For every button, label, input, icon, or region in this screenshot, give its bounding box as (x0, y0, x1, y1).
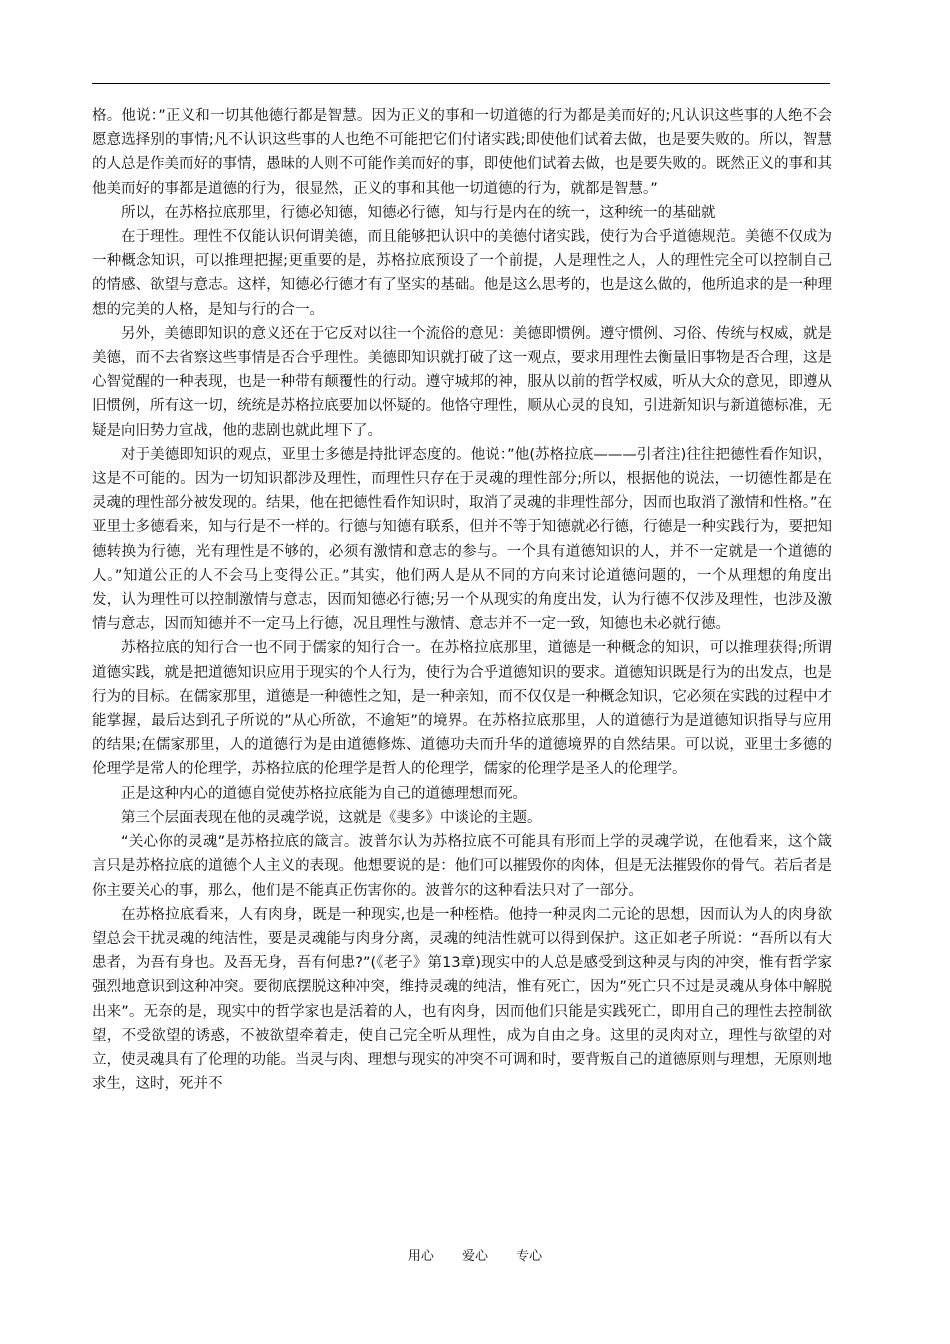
footer-motto: 用心 (407, 1249, 434, 1264)
paragraph: “关心你的灵魂”是苏格拉底的箴言。波普尔认为苏格拉底不可能具有形而上学的灵魂学说，在他看来，这个箴言只是苏格拉底的道德个人主义的表现。他想要说的是：他们可以摧毁你的肉体，但是无法摧毁你的骨气。若后者是你主要关心的事，那么，他们是不能真正伤害你的。波普尔的这种看法只对了一部分。 (92, 834, 832, 899)
paragraph: 对于美德即知识的观点，亚里士多德是持批评态度的。他说：”他(苏格拉底———引者注)往往把德性看作知识，这是不可能的。因为一切知识都涉及理性，而理性只存在于灵魂的理性部分;所以，根据他的说法，一切德性都是在灵魂的理性部分被发现的。结果，他在把德性看作知识时，取消了灵魂的非理性部分，因而也取消了激情和性格。”在亚里士多德看来，知与行是不一样的。行德与知德有联系，但并不等于知德就必行德，行德是一种实践行为，要把知德转换为行德，光有理性是不够的，必须有激情和意志的参与。一个具有道德知识的人，并不一定就是一个道德的人。”知道公正的人不会马上变得公正。”其实，他们两人是从不同的方向来讨论道德问题的，一个从理想的角度出发，认为理性可以控制激情与意志，因而知德必行德;另一个从现实的角度出发，认为行德不仅涉及理性，也涉及激情与意志，因而知德并不一定马上行德，况且理性与激情、意志并不一定一致，知德也未必就行德。 (92, 446, 832, 633)
footer-motto: 爱心 (461, 1249, 488, 1264)
paragraph: 苏格拉底的知行合一也不同于儒家的知行合一。在苏格拉底那里，道德是一种概念的知识，可以推理获得;所谓道德实践，就是把道德知识应用于现实的个人行为，使行为合乎道德知识的要求。道德知识既是行为的出发点，也是行为的目标。在儒家那里，道德是一种德性之知，是一种亲知，而不仅仅是一种概念知识，它必须在实践的过程中才能掌握，最后达到孔子所说的”从心所欲，不逾矩”的境界。在苏格拉底那里，人的道德行为是道德知识指导与应用的结果;在儒家那里，人的道德行为是由道德修炼、道德功夫而升华的道德境界的自然结果。可以说，亚里士多德的伦理学是常人的伦理学，苏格拉底的伦理学是哲人的伦理学，儒家的伦理学是圣人的伦理学。 (92, 640, 832, 778)
footer-motto: 专心 (516, 1249, 543, 1264)
paragraph: 正是这种内心的道德自觉使苏格拉底能为自己的道德理想而死。 (121, 785, 527, 802)
paragraph: 在于理性。理性不仅能认识何谓美德，而且能够把认识中的美德付诸实践，使行为合乎道德规范。美德不仅成为一种概念知识，可以推理把握;更重要的是，苏格拉底预设了一个前提，人是理性之人，人的理性完全可以控制自己的情感、欲望与意志。这样，知德必行德才有了坚实的基础。他是这么思考的，也是这么做的，他所追求的是一种理想的完美的人格，是知与行的合一。 (92, 229, 832, 318)
document-body (92, 104, 832, 1096)
paragraph: 第三个层面表现在他的灵魂学说，这就是《斐多》中谈论的主题。 (121, 809, 542, 826)
paragraph: 所以，在苏格拉底那里，行德必知德，知德必行德，知与行是内在的统一，这种统一的基础就 (121, 204, 716, 221)
paragraph: 格。他说：”正义和一切其他德行都是智慧。因为正义的事和一切道德的行为都是美而好的;凡认识这些事的人绝不会愿意选择别的事情;凡不认识这些事的人也绝不可能把它们付诸实践;即使他们试着去做，也是要失败的。所以，智慧的人总是作美而好的事情，愚昧的人则不可能作美而好的事，即使他们试着去做，也是要失败的。既然正义的事和其他美而好的事都是道德的行为，很显然，正义的事和其他一切道德的行为，就都是智慧。” (92, 108, 832, 197)
paragraph: 在苏格拉底看来，人有肉身，既是一种现实,也是一种桎梏。他持一种灵肉二元论的思想，因而认为人的肉身欲望总会干扰灵魂的纯洁性，要是灵魂能与肉身分离，灵魂的纯洁性就可以得到保护。这正如老子所说：“吾所以有大患者，为吾有身也。及吾无身，吾有何患?”(《老子》第13章)现实中的人总是感受到这种灵与肉的冲突，惟有哲学家强烈地意识到这种冲突。要彻底摆脱这种冲突，维持灵魂的纯洁，惟有死亡，因为”死亡只不过是灵魂从身体中解脱出来”。无奈的是，现实中的哲学家也是活着的人，也有肉身，因而他们只能是实践死亡，即用自己的理性去控制欲望，不受欲望的诱惑，不被欲望牵着走，使自己完全听从理性，成为自由之身。这里的灵肉对立，理性与欲望的对立，使灵魂具有了伦理的功能。当灵与肉、理想与现实的冲突不可调和时，要背叛自己的道德原则与理想，无原则地求生，这时，死并不 (92, 906, 832, 1093)
paragraph: 另外，美德即知识的意义还在于它反对以往一个流俗的意见：美德即惯例。遵守惯例、习俗、传统与权威，就是美德，而不去省察这些事情是否合乎理性。美德即知识就打破了这一观点，要求用理性去衡量旧事物是否合理，这是心智觉醒的一种表现，也是一种带有颠覆性的行动。遵守城邦的神，服从以前的哲学权威，听从大众的意见，即遵从旧惯例，所有这一切，统统是苏格拉底要加以怀疑的。他恪守理性，顺从心灵的良知，引进新知识与新道德标准，无疑是向旧势力宣战，他的悲剧也就此埋下了。 (92, 325, 832, 439)
page-footer (0, 1248, 950, 1266)
header-rule (92, 83, 830, 84)
